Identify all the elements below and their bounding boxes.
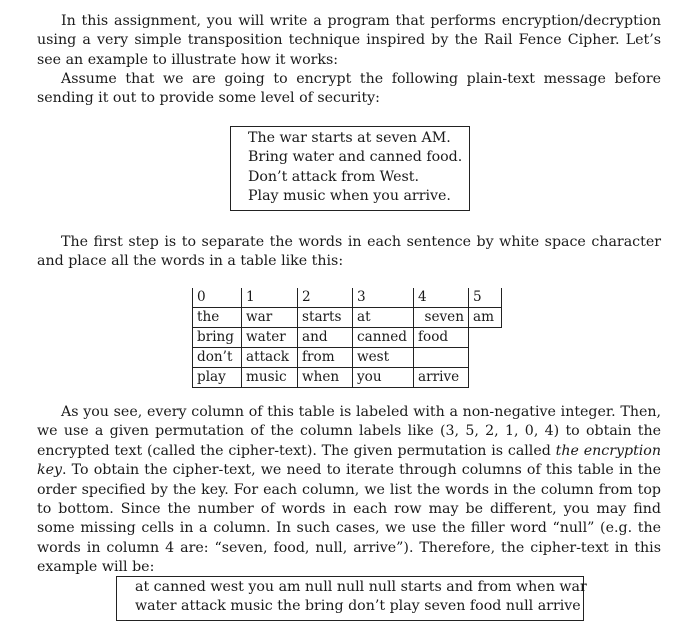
plaintext-line: The war starts at seven AM. [248, 130, 451, 146]
table-cell: when [298, 368, 353, 388]
ciphertext-line: at canned west you am null null null starts and from when war [135, 579, 587, 595]
table-cell: from [298, 348, 353, 368]
column-header-0: 0 [193, 288, 242, 308]
table-cell: don’t [193, 348, 242, 368]
table-row [193, 348, 502, 368]
plaintext-line: Bring water and canned food. [248, 149, 463, 166]
column-header-4: 4 [414, 288, 469, 308]
table-cell: bring [193, 328, 242, 348]
table-cell: water [242, 328, 298, 348]
intro-paragraph-2 [37, 70, 661, 109]
table-cell: play [193, 368, 242, 388]
table-cell: war [242, 308, 298, 328]
plaintext-line: Play music when you arrive. [248, 188, 451, 205]
table-cell: attack [242, 348, 298, 368]
word-table [192, 288, 502, 388]
plaintext-line: Don’t attack from West. [248, 168, 419, 185]
intro-paragraph-1 [37, 12, 661, 70]
table-cell: food [414, 328, 469, 348]
step1-text: The first step is to separate the words in each sentence by white space character and place all the words in a table like this: [37, 234, 661, 270]
column-header-3: 3 [353, 288, 414, 308]
table-row [193, 308, 502, 328]
table-cell-empty [469, 368, 502, 388]
table-cell: arrive [414, 368, 469, 388]
table-cell: music [242, 368, 298, 388]
explanation-text-1: As you see, every column of this table is labeled with a non-negative integer. Then, we use a given permutation of the column labels like (3, 5, 2, 1, 0, 4) to obtain the encrypted text (called the cipher-text). The given permutation is called [37, 404, 661, 459]
table-row [193, 368, 502, 388]
table-cell: west [353, 348, 414, 368]
column-header-1: 1 [242, 288, 298, 308]
table-header-row [193, 288, 502, 308]
plaintext-box [230, 126, 470, 211]
ciphertext-line: water attack music the bring don’t play seven food null arrive [135, 598, 581, 615]
intro-text-1: In this assignment, you will write a program that performs encryption/decryption using a very simple transposition technique inspired by the Rail Fence Cipher. Let’s see an example to illustrate how it works: [37, 13, 661, 68]
explanation-paragraph [37, 403, 661, 578]
encryption-key-term: the encryption key [37, 442, 661, 479]
table-cell: you [353, 368, 414, 388]
ciphertext-box [116, 576, 587, 621]
intro-text-2: Assume that we are going to encrypt the following plain-text message before sending it out to provide some level of security: [37, 71, 661, 107]
table-cell: the [193, 308, 242, 328]
table-cell: canned [353, 328, 414, 348]
table-cell-empty [414, 348, 469, 368]
column-header-5: 5 [469, 288, 502, 308]
table-row [193, 328, 502, 348]
column-header-2: 2 [298, 288, 353, 308]
step1-paragraph [37, 233, 661, 272]
table-cell-empty [469, 348, 502, 368]
table-cell: at [353, 308, 414, 328]
table-cell-empty [469, 328, 502, 348]
table-cell: am [469, 308, 502, 328]
table-cell: starts [298, 308, 353, 328]
table-cell: seven [414, 308, 469, 328]
table-cell: and [298, 328, 353, 348]
explanation-text-2: . To obtain the cipher-text, we need to iterate through columns of this table in the order specified by the key. For each column, we list the words in the column from top to bottom. Since the number of words in each row may be different, you may find some missing cells in a column. In such cases, we use the filler word “null” (e.g. the words in column 4 are: “seven, food, null, arrive”). Therefore, the cipher-text in this example will be: [37, 462, 661, 576]
